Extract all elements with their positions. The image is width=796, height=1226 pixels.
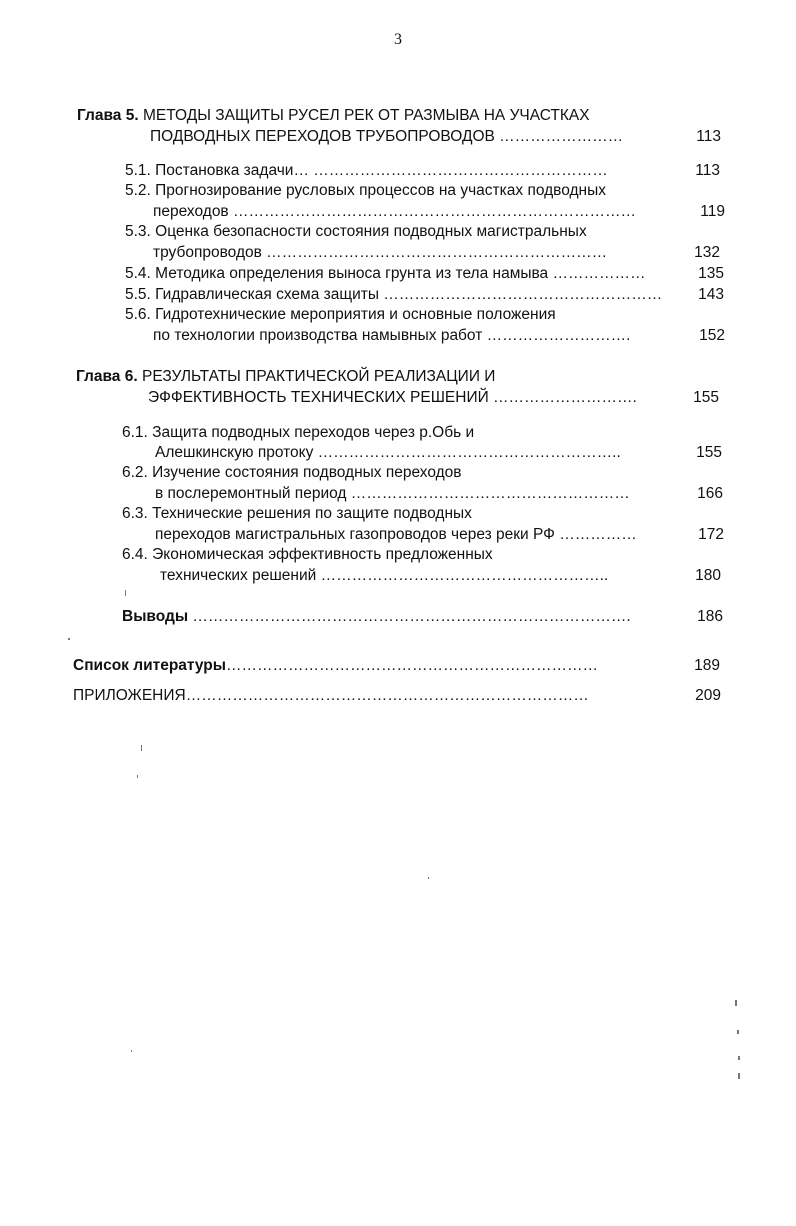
scan-speck	[68, 638, 70, 640]
chapter-6-title: РЕЗУЛЬТАТЫ ПРАКТИЧЕСКОЙ РЕАЛИЗАЦИИ И	[141, 368, 496, 385]
appendices-page: 209	[695, 687, 721, 704]
scan-speck	[738, 1073, 740, 1079]
conclusions-label: Выводы	[122, 608, 189, 625]
section-5-5: 5.5. Гидравлическая схема защиты ………………………………………………	[125, 286, 663, 303]
scan-speck	[738, 1056, 740, 1060]
chapter-6-label: Глава 6.	[76, 368, 138, 385]
page-number: 3	[394, 31, 402, 48]
conclusions-entry	[122, 607, 631, 627]
scan-speck	[125, 590, 126, 596]
references-label: Список литературы	[73, 657, 227, 674]
chapter-5-title-line-1	[77, 106, 590, 126]
section-5-4: 5.4. Методика определения выноса грунта из тела намыва ………………	[125, 265, 646, 282]
section-5-3-page: 132	[694, 244, 720, 261]
scan-speck	[735, 1000, 737, 1006]
chapter-6-title-line-1	[76, 367, 495, 387]
conclusions-dots: ………………………………………………………………………….	[188, 608, 631, 625]
appendices-entry	[73, 686, 589, 706]
section-5-1-page: 113	[695, 162, 720, 179]
section-6-4-line-1: 6.4. Экономическая эффективность предложенных	[122, 546, 493, 563]
section-6-2-line-1: 6.2. Изучение состояния подводных переходов	[122, 464, 462, 481]
section-6-4-line-2: технических решений ………………………………………………..	[160, 567, 609, 584]
appendices-dots: ……………………………………………………………………	[185, 687, 589, 704]
scan-speck	[131, 1050, 132, 1052]
section-5-6-line-2: по технологии производства намывных работ ……………………….	[153, 327, 631, 344]
section-5-2-page: 119	[700, 203, 725, 220]
chapter-6-title-line-2: ЭФФЕКТИВНОСТЬ ТЕХНИЧЕСКИХ РЕШЕНИЙ ……………………….	[148, 389, 637, 406]
section-6-1-line-2: Алешкинскую протоку …………………………………………………..	[155, 444, 621, 461]
scan-speck	[737, 1030, 739, 1034]
chapter-5-label: Глава 5.	[77, 107, 139, 124]
section-6-3-line-1: 6.3. Технические решения по защите подводных	[122, 505, 472, 522]
section-6-3-line-2: переходов магистральных газопроводов через реки РФ ……………	[155, 526, 637, 543]
scan-speck	[137, 775, 138, 778]
chapter-6-page: 155	[693, 389, 719, 406]
section-6-1-line-1: 6.1. Защита подводных переходов через р.Обь и	[122, 424, 475, 441]
section-5-4-page: 135	[698, 265, 724, 282]
section-6-2-line-2: в послеремонтный период ………………………………………………	[155, 485, 630, 502]
section-6-2-page: 166	[697, 485, 723, 502]
section-5-3-line-2: трубопроводов …………………………………………………………	[153, 244, 608, 261]
section-5-2-line-1: 5.2. Прогнозирование русловых процессов на участках подводных	[125, 182, 606, 199]
references-page: 189	[694, 657, 720, 674]
conclusions-page: 186	[697, 608, 723, 625]
section-5-1: 5.1. Постановка задачи… …………………………………………………	[125, 162, 608, 179]
references-entry	[73, 656, 598, 676]
scan-speck	[428, 877, 429, 879]
chapter-5-title: МЕТОДЫ ЗАЩИТЫ РУСЕЛ РЕК ОТ РАЗМЫВА НА УЧАСТКАХ	[142, 107, 590, 124]
chapter-5-page: 113	[696, 128, 721, 145]
section-5-3-line-1: 5.3. Оценка безопасности состояния подводных магистральных	[125, 223, 587, 240]
section-5-6-line-1: 5.6. Гидротехнические мероприятия и основные положения	[125, 306, 556, 323]
section-6-3-page: 172	[698, 526, 724, 543]
section-5-6-page: 152	[699, 327, 725, 344]
references-dots: ………………………………………………………………	[226, 657, 599, 674]
chapter-5-title-line-2: ПОДВОДНЫХ ПЕРЕХОДОВ ТРУБОПРОВОДОВ ……………………	[150, 128, 624, 145]
section-6-4-page: 180	[695, 567, 721, 584]
section-6-1-page: 155	[696, 444, 722, 461]
appendices-label: ПРИЛОЖЕНИЯ	[73, 687, 186, 704]
section-5-2-line-2: переходов ……………………………………………………………………	[153, 203, 636, 220]
section-5-5-page: 143	[698, 286, 724, 303]
scan-speck	[141, 745, 142, 751]
